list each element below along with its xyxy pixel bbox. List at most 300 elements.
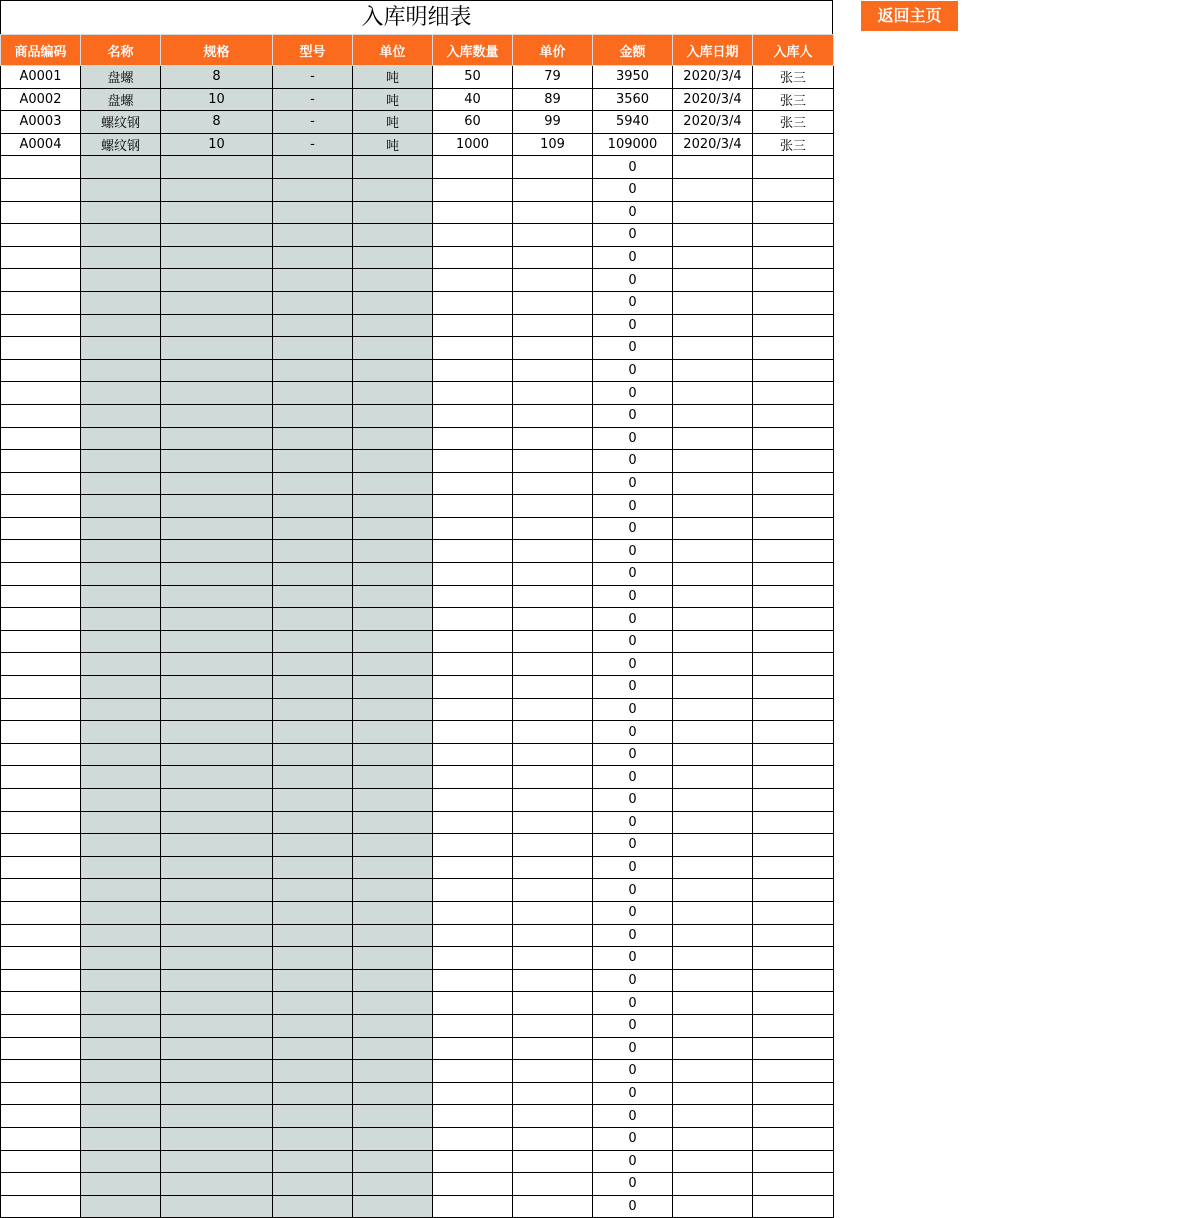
table-cell[interactable]: 0 (593, 608, 673, 631)
table-cell[interactable] (273, 156, 353, 179)
table-cell[interactable] (1, 178, 81, 201)
table-cell[interactable] (673, 834, 753, 857)
table-cell[interactable] (513, 766, 593, 789)
table-cell[interactable] (753, 495, 834, 518)
table-cell[interactable] (433, 834, 513, 857)
table-cell[interactable] (81, 676, 161, 699)
table-cell[interactable] (1, 653, 81, 676)
table-cell[interactable] (1, 359, 81, 382)
table-cell[interactable] (273, 201, 353, 224)
table-cell[interactable] (81, 1014, 161, 1037)
table-cell[interactable]: 0 (593, 743, 673, 766)
table-cell[interactable] (753, 404, 834, 427)
table-cell[interactable]: 0 (593, 811, 673, 834)
table-cell[interactable] (753, 766, 834, 789)
table-cell[interactable]: 0 (593, 1150, 673, 1173)
table-cell[interactable] (1, 517, 81, 540)
table-cell[interactable] (433, 1195, 513, 1218)
table-cell[interactable] (273, 721, 353, 744)
table-cell[interactable] (353, 856, 433, 879)
table-cell[interactable] (1, 969, 81, 992)
table-cell[interactable] (433, 156, 513, 179)
table-cell[interactable] (161, 224, 273, 247)
table-cell[interactable]: 2020/3/4 (673, 111, 753, 134)
table-cell[interactable] (161, 472, 273, 495)
table-cell[interactable] (353, 676, 433, 699)
table-cell[interactable] (353, 1105, 433, 1128)
table-cell[interactable] (753, 834, 834, 857)
table-cell[interactable] (433, 924, 513, 947)
table-cell[interactable] (273, 698, 353, 721)
table-cell[interactable] (353, 789, 433, 812)
table-cell[interactable] (753, 563, 834, 586)
table-cell[interactable] (433, 1105, 513, 1128)
table-cell[interactable]: 0 (593, 1082, 673, 1105)
table-cell[interactable] (353, 224, 433, 247)
table-cell[interactable] (433, 969, 513, 992)
table-cell[interactable] (273, 472, 353, 495)
table-cell[interactable]: 0 (593, 585, 673, 608)
table-cell[interactable]: 0 (593, 789, 673, 812)
table-cell[interactable] (81, 269, 161, 292)
table-cell[interactable] (753, 1127, 834, 1150)
table-cell[interactable] (673, 359, 753, 382)
table-cell[interactable] (161, 834, 273, 857)
table-cell[interactable] (513, 314, 593, 337)
table-cell[interactable]: 0 (593, 879, 673, 902)
table-cell[interactable] (81, 178, 161, 201)
table-cell[interactable] (81, 811, 161, 834)
table-cell[interactable] (1, 992, 81, 1015)
table-cell[interactable]: A0003 (1, 111, 81, 134)
table-cell[interactable] (433, 472, 513, 495)
table-cell[interactable] (1, 856, 81, 879)
table-cell[interactable] (161, 427, 273, 450)
table-cell[interactable]: 吨 (353, 133, 433, 156)
table-cell[interactable] (673, 924, 753, 947)
table-cell[interactable] (673, 291, 753, 314)
table-cell[interactable] (753, 517, 834, 540)
table-cell[interactable] (273, 427, 353, 450)
table-cell[interactable] (753, 992, 834, 1015)
table-cell[interactable] (161, 404, 273, 427)
table-cell[interactable] (753, 789, 834, 812)
table-cell[interactable]: 0 (593, 698, 673, 721)
table-cell[interactable] (273, 246, 353, 269)
table-cell[interactable] (273, 947, 353, 970)
table-cell[interactable]: 0 (593, 246, 673, 269)
table-cell[interactable] (433, 224, 513, 247)
table-cell[interactable] (673, 472, 753, 495)
table-cell[interactable] (273, 879, 353, 902)
table-cell[interactable] (1, 811, 81, 834)
table-cell[interactable] (273, 992, 353, 1015)
table-cell[interactable] (273, 811, 353, 834)
table-cell[interactable] (753, 269, 834, 292)
table-cell[interactable]: - (273, 66, 353, 89)
table-cell[interactable] (1, 766, 81, 789)
table-cell[interactable] (81, 1037, 161, 1060)
table-cell[interactable] (753, 201, 834, 224)
table-cell[interactable] (673, 676, 753, 699)
table-cell[interactable] (513, 608, 593, 631)
table-cell[interactable] (433, 1127, 513, 1150)
table-cell[interactable] (753, 947, 834, 970)
table-cell[interactable]: 0 (593, 1105, 673, 1128)
table-cell[interactable]: - (273, 88, 353, 111)
table-cell[interactable] (433, 721, 513, 744)
table-cell[interactable]: 0 (593, 427, 673, 450)
table-cell[interactable] (273, 337, 353, 360)
table-cell[interactable] (81, 743, 161, 766)
table-cell[interactable]: 0 (593, 382, 673, 405)
table-cell[interactable] (81, 1060, 161, 1083)
table-cell[interactable] (161, 291, 273, 314)
table-cell[interactable] (753, 721, 834, 744)
table-cell[interactable] (353, 517, 433, 540)
table-cell[interactable] (161, 156, 273, 179)
table-cell[interactable] (1, 901, 81, 924)
table-cell[interactable]: 盘螺 (81, 88, 161, 111)
table-cell[interactable] (753, 811, 834, 834)
table-cell[interactable] (673, 721, 753, 744)
table-cell[interactable] (353, 450, 433, 473)
table-cell[interactable] (161, 178, 273, 201)
table-cell[interactable] (161, 608, 273, 631)
table-cell[interactable]: 张三 (753, 133, 834, 156)
table-cell[interactable] (433, 291, 513, 314)
table-cell[interactable] (753, 969, 834, 992)
table-cell[interactable] (161, 495, 273, 518)
table-cell[interactable] (433, 1082, 513, 1105)
table-cell[interactable] (353, 653, 433, 676)
table-cell[interactable] (513, 1037, 593, 1060)
table-cell[interactable] (273, 676, 353, 699)
table-cell[interactable] (81, 382, 161, 405)
table-cell[interactable] (161, 450, 273, 473)
table-cell[interactable] (353, 947, 433, 970)
table-cell[interactable] (753, 1060, 834, 1083)
table-cell[interactable] (753, 156, 834, 179)
column-header[interactable]: 入库日期 (673, 35, 753, 66)
table-cell[interactable] (353, 291, 433, 314)
table-cell[interactable] (273, 856, 353, 879)
table-cell[interactable] (353, 766, 433, 789)
table-cell[interactable] (753, 608, 834, 631)
table-cell[interactable] (673, 404, 753, 427)
table-cell[interactable] (433, 1014, 513, 1037)
table-cell[interactable] (81, 924, 161, 947)
table-cell[interactable] (433, 269, 513, 292)
table-cell[interactable] (673, 879, 753, 902)
table-cell[interactable] (673, 947, 753, 970)
table-cell[interactable] (273, 1037, 353, 1060)
table-cell[interactable] (673, 1173, 753, 1196)
table-cell[interactable] (81, 359, 161, 382)
column-header[interactable]: 单价 (513, 35, 593, 66)
table-cell[interactable] (273, 1105, 353, 1128)
table-cell[interactable] (673, 337, 753, 360)
table-cell[interactable] (673, 789, 753, 812)
table-cell[interactable] (353, 1014, 433, 1037)
table-cell[interactable] (353, 314, 433, 337)
table-cell[interactable] (161, 676, 273, 699)
table-cell[interactable]: A0002 (1, 88, 81, 111)
table-cell[interactable] (353, 359, 433, 382)
table-cell[interactable] (673, 224, 753, 247)
table-cell[interactable]: 0 (593, 630, 673, 653)
table-cell[interactable] (353, 879, 433, 902)
table-cell[interactable] (273, 450, 353, 473)
table-cell[interactable] (161, 585, 273, 608)
table-cell[interactable] (673, 901, 753, 924)
table-cell[interactable]: 张三 (753, 111, 834, 134)
table-cell[interactable] (673, 1082, 753, 1105)
table-cell[interactable] (161, 269, 273, 292)
table-cell[interactable] (161, 1150, 273, 1173)
table-cell[interactable] (433, 630, 513, 653)
table-cell[interactable] (1, 1127, 81, 1150)
table-cell[interactable] (81, 721, 161, 744)
table-cell[interactable] (273, 359, 353, 382)
column-header[interactable]: 规格 (161, 35, 273, 66)
table-cell[interactable] (433, 608, 513, 631)
table-cell[interactable] (161, 789, 273, 812)
table-cell[interactable] (273, 563, 353, 586)
table-cell[interactable] (353, 427, 433, 450)
table-cell[interactable]: 0 (593, 291, 673, 314)
table-cell[interactable] (673, 608, 753, 631)
table-cell[interactable] (273, 269, 353, 292)
table-cell[interactable] (1, 947, 81, 970)
table-cell[interactable]: 40 (433, 88, 513, 111)
table-cell[interactable] (81, 630, 161, 653)
back-to-home-button[interactable]: 返回主页 (861, 1, 958, 31)
table-cell[interactable] (433, 1173, 513, 1196)
table-cell[interactable]: A0001 (1, 66, 81, 89)
table-cell[interactable] (161, 630, 273, 653)
table-cell[interactable] (673, 811, 753, 834)
table-cell[interactable] (753, 314, 834, 337)
table-cell[interactable] (81, 450, 161, 473)
table-cell[interactable] (1, 472, 81, 495)
table-cell[interactable] (273, 789, 353, 812)
table-cell[interactable] (161, 879, 273, 902)
table-cell[interactable] (1, 224, 81, 247)
table-cell[interactable] (81, 291, 161, 314)
table-cell[interactable] (273, 834, 353, 857)
table-cell[interactable] (433, 856, 513, 879)
table-cell[interactable] (1, 1014, 81, 1037)
table-cell[interactable] (1, 879, 81, 902)
table-cell[interactable]: 0 (593, 517, 673, 540)
table-cell[interactable] (673, 766, 753, 789)
table-cell[interactable] (273, 224, 353, 247)
table-cell[interactable] (433, 676, 513, 699)
table-cell[interactable] (353, 563, 433, 586)
table-cell[interactable] (673, 1150, 753, 1173)
table-cell[interactable] (433, 879, 513, 902)
table-cell[interactable] (273, 540, 353, 563)
table-cell[interactable]: 3950 (593, 66, 673, 89)
table-cell[interactable] (513, 495, 593, 518)
table-cell[interactable]: 0 (593, 1014, 673, 1037)
table-cell[interactable] (1, 585, 81, 608)
table-cell[interactable]: 0 (593, 766, 673, 789)
table-cell[interactable] (161, 540, 273, 563)
table-cell[interactable] (81, 404, 161, 427)
table-cell[interactable] (673, 1037, 753, 1060)
table-cell[interactable] (273, 314, 353, 337)
table-cell[interactable]: 盘螺 (81, 66, 161, 89)
table-cell[interactable] (673, 585, 753, 608)
table-cell[interactable] (161, 1195, 273, 1218)
table-cell[interactable] (1, 1105, 81, 1128)
table-cell[interactable]: 0 (593, 472, 673, 495)
table-cell[interactable] (513, 789, 593, 812)
table-cell[interactable] (753, 1082, 834, 1105)
table-cell[interactable] (513, 1150, 593, 1173)
table-cell[interactable] (433, 653, 513, 676)
table-cell[interactable] (1, 698, 81, 721)
table-cell[interactable] (81, 472, 161, 495)
table-cell[interactable]: 吨 (353, 111, 433, 134)
table-cell[interactable] (433, 201, 513, 224)
table-cell[interactable] (433, 382, 513, 405)
column-header[interactable]: 单位 (353, 35, 433, 66)
table-cell[interactable] (513, 879, 593, 902)
table-cell[interactable] (353, 1173, 433, 1196)
table-cell[interactable] (353, 1082, 433, 1105)
table-cell[interactable]: 螺纹钢 (81, 111, 161, 134)
table-cell[interactable] (353, 1060, 433, 1083)
table-cell[interactable] (433, 766, 513, 789)
table-cell[interactable] (353, 992, 433, 1015)
table-cell[interactable] (673, 992, 753, 1015)
table-cell[interactable] (513, 992, 593, 1015)
table-cell[interactable] (353, 1037, 433, 1060)
table-cell[interactable] (433, 178, 513, 201)
table-cell[interactable] (513, 427, 593, 450)
table-cell[interactable] (1, 450, 81, 473)
table-cell[interactable] (81, 879, 161, 902)
table-cell[interactable] (273, 178, 353, 201)
table-cell[interactable] (161, 201, 273, 224)
table-cell[interactable] (273, 743, 353, 766)
table-cell[interactable] (673, 246, 753, 269)
table-cell[interactable]: 60 (433, 111, 513, 134)
table-cell[interactable] (353, 924, 433, 947)
table-cell[interactable] (513, 269, 593, 292)
table-cell[interactable]: 0 (593, 178, 673, 201)
table-cell[interactable] (353, 540, 433, 563)
table-cell[interactable] (1, 743, 81, 766)
table-cell[interactable] (433, 359, 513, 382)
table-cell[interactable] (673, 743, 753, 766)
table-cell[interactable] (161, 947, 273, 970)
table-cell[interactable] (1, 427, 81, 450)
table-cell[interactable] (433, 1060, 513, 1083)
table-cell[interactable] (513, 1105, 593, 1128)
table-cell[interactable]: 张三 (753, 88, 834, 111)
table-cell[interactable] (161, 1082, 273, 1105)
table-cell[interactable] (273, 1060, 353, 1083)
table-cell[interactable] (753, 224, 834, 247)
table-cell[interactable] (81, 314, 161, 337)
table-cell[interactable] (673, 698, 753, 721)
table-cell[interactable] (1, 608, 81, 631)
table-cell[interactable] (753, 585, 834, 608)
table-cell[interactable] (353, 337, 433, 360)
table-cell[interactable] (161, 359, 273, 382)
table-cell[interactable] (513, 472, 593, 495)
table-cell[interactable] (673, 156, 753, 179)
table-cell[interactable] (673, 1105, 753, 1128)
table-cell[interactable] (753, 1150, 834, 1173)
table-cell[interactable] (673, 1060, 753, 1083)
table-cell[interactable] (161, 811, 273, 834)
table-cell[interactable] (81, 834, 161, 857)
table-cell[interactable] (513, 743, 593, 766)
table-cell[interactable] (513, 698, 593, 721)
table-cell[interactable] (513, 901, 593, 924)
table-cell[interactable] (1, 1082, 81, 1105)
table-cell[interactable] (273, 1082, 353, 1105)
table-cell[interactable]: 0 (593, 834, 673, 857)
table-cell[interactable] (1, 269, 81, 292)
column-header[interactable]: 入库人 (753, 35, 834, 66)
table-cell[interactable] (81, 856, 161, 879)
table-cell[interactable] (273, 1014, 353, 1037)
table-cell[interactable] (1, 314, 81, 337)
table-cell[interactable] (513, 291, 593, 314)
table-cell[interactable] (753, 382, 834, 405)
column-header[interactable]: 金额 (593, 35, 673, 66)
table-cell[interactable]: 1000 (433, 133, 513, 156)
table-cell[interactable] (1, 337, 81, 360)
table-cell[interactable] (433, 404, 513, 427)
table-cell[interactable] (513, 450, 593, 473)
table-cell[interactable]: 0 (593, 721, 673, 744)
column-header[interactable]: 型号 (273, 35, 353, 66)
table-cell[interactable] (161, 924, 273, 947)
table-cell[interactable]: 螺纹钢 (81, 133, 161, 156)
table-cell[interactable] (353, 743, 433, 766)
table-cell[interactable] (273, 653, 353, 676)
table-cell[interactable]: 0 (593, 359, 673, 382)
table-cell[interactable] (753, 879, 834, 902)
table-cell[interactable] (273, 901, 353, 924)
table-cell[interactable] (513, 676, 593, 699)
table-cell[interactable] (513, 563, 593, 586)
table-cell[interactable] (753, 901, 834, 924)
table-cell[interactable] (513, 811, 593, 834)
table-cell[interactable] (1, 789, 81, 812)
table-cell[interactable] (753, 178, 834, 201)
table-cell[interactable]: 0 (593, 676, 673, 699)
table-cell[interactable] (513, 1060, 593, 1083)
table-cell[interactable] (161, 653, 273, 676)
table-cell[interactable] (161, 901, 273, 924)
table-cell[interactable]: 10 (161, 88, 273, 111)
table-cell[interactable] (513, 1195, 593, 1218)
table-cell[interactable] (513, 1173, 593, 1196)
table-cell[interactable] (753, 676, 834, 699)
table-cell[interactable] (513, 224, 593, 247)
table-cell[interactable]: - (273, 133, 353, 156)
table-cell[interactable] (753, 359, 834, 382)
table-cell[interactable] (353, 404, 433, 427)
